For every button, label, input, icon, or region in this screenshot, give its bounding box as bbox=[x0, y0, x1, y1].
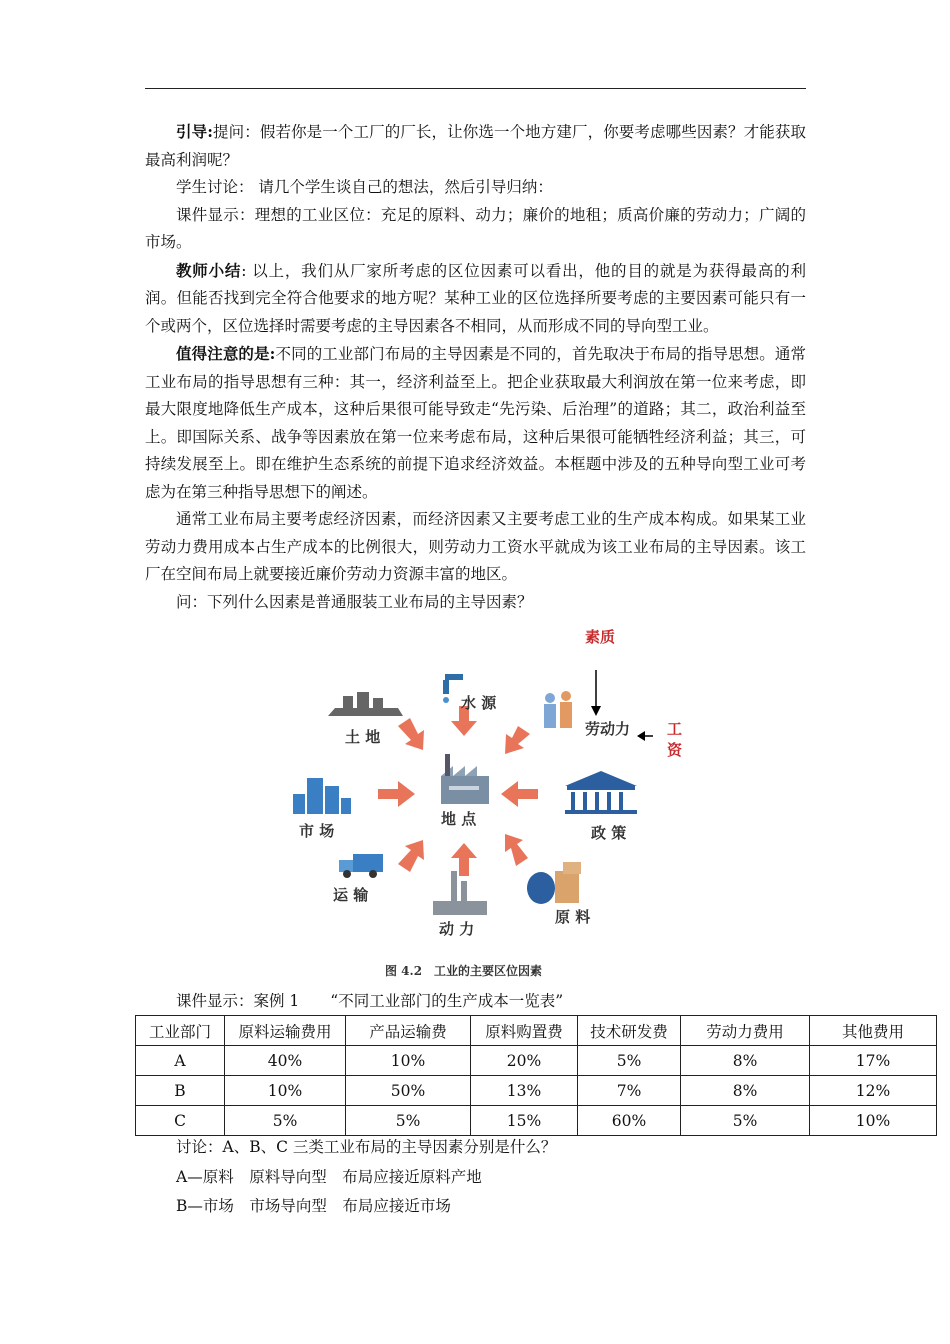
power-plant-icon bbox=[433, 871, 487, 915]
paragraph-courseware: 课件显示：理想的工业区位：充足的原料、动力；廉价的地租；质高价廉的劳动力；广阔的市场。 bbox=[145, 205, 806, 251]
label-wage: 工资 bbox=[667, 720, 683, 759]
table-cell: 10% bbox=[225, 1076, 346, 1106]
table-header-cell: 产品运输费 bbox=[346, 1016, 471, 1046]
table-row bbox=[136, 1046, 937, 1076]
table-cell: 8% bbox=[681, 1076, 810, 1106]
table-header-cell: 劳动力费用 bbox=[681, 1016, 810, 1046]
figure-graphics bbox=[273, 626, 686, 984]
table-cell: 50% bbox=[346, 1076, 471, 1106]
factory-icon bbox=[441, 754, 489, 804]
figure-caption: 图 4.2 工业的主要区位因素 bbox=[385, 964, 543, 978]
label-transport: 运 输 bbox=[333, 886, 369, 904]
table-cell: 17% bbox=[810, 1046, 937, 1076]
label-policy: 政 策 bbox=[591, 824, 627, 842]
label-power: 动 力 bbox=[439, 920, 475, 938]
table-cell: 5% bbox=[225, 1106, 346, 1136]
table-cell: 12% bbox=[810, 1076, 937, 1106]
quality-arrow bbox=[591, 670, 601, 716]
label-material: 原 料 bbox=[555, 908, 591, 926]
location-factors-figure bbox=[273, 626, 686, 984]
label-quality: 素质 bbox=[585, 628, 616, 646]
arrow-bottom-right bbox=[505, 834, 528, 866]
city-icon bbox=[293, 778, 351, 814]
table-cell: 7% bbox=[578, 1076, 681, 1106]
header-rule bbox=[145, 88, 806, 89]
label-center: 地 点 bbox=[441, 810, 477, 828]
table-cell: 10% bbox=[346, 1046, 471, 1076]
case-caption: 课件显示：案例 1 “不同工业部门的生产成本一览表” bbox=[176, 992, 564, 1010]
table-cell: 13% bbox=[471, 1076, 578, 1106]
table-cell: C bbox=[136, 1106, 225, 1136]
arrow-bottom-left bbox=[398, 840, 424, 872]
cost-table-wrap bbox=[135, 1015, 937, 1136]
arrow-top-right bbox=[505, 726, 530, 754]
table-header-cell: 原料购置费 bbox=[471, 1016, 578, 1046]
discussion-section bbox=[145, 1133, 806, 1222]
table-header-row bbox=[136, 1016, 937, 1046]
land-icon bbox=[328, 692, 403, 716]
truck-icon bbox=[339, 854, 383, 878]
paragraph-note: 值得注意的是:不同的工业部门布局的主导因素是不同的，首先取决于布局的指导思想。通常工业布局的指导思想有三种：其一，经济利益至上。把企业获取最大利润放在第一位来考虑，即最大限度地降低生产成本，这种后果很可能导致走“先污染、后治理”的道路；其二，政治利益至上。即国际关系、战争等因素放在第一位来考虑布局，这种后果很可能牺牲经济利益；其三，可持续发展至上。即在维护生态系统的前提下追求经济效益。本框题中涉及的五种导向型工业可考虑为在第三种指导思想下的阐述。 bbox=[145, 344, 806, 501]
cost-table bbox=[135, 1015, 937, 1136]
people-icon bbox=[544, 691, 572, 728]
label-land: 土 地 bbox=[345, 728, 381, 746]
answer-a: A—原料 原料导向型 布局应接近原料产地 bbox=[176, 1167, 482, 1186]
paragraph-economics: 通常工业布局主要考虑经济因素，而经济因素又主要考虑工业的生产成本构成。如果某工业劳动力费用成本占生产成本的比例很大，则劳动力工资水平就成为该工业布局的主导因素。该工厂在空间布局上就要接近廉价劳动力资源丰富的地区。 bbox=[145, 510, 806, 583]
table-header-cell: 技术研发费 bbox=[578, 1016, 681, 1046]
table-cell: 20% bbox=[471, 1046, 578, 1076]
arrow-right bbox=[501, 781, 538, 807]
label-water: 水 源 bbox=[461, 694, 497, 712]
raw-material-icon bbox=[527, 862, 581, 904]
table-row bbox=[136, 1106, 937, 1136]
table-cell: 5% bbox=[578, 1046, 681, 1076]
table-row bbox=[136, 1076, 937, 1106]
table-cell: B bbox=[136, 1076, 225, 1106]
paragraph-question: 问：下列什么因素是普通服装工业布局的主导因素？ bbox=[176, 592, 533, 611]
arrow-top-left bbox=[398, 718, 424, 750]
table-cell: 5% bbox=[681, 1106, 810, 1136]
label-market: 市 场 bbox=[299, 822, 335, 840]
wage-arrow bbox=[637, 731, 653, 741]
table-cell: A bbox=[136, 1046, 225, 1076]
table-cell: 8% bbox=[681, 1046, 810, 1076]
table-cell: 40% bbox=[225, 1046, 346, 1076]
label-labor: 劳动力 bbox=[585, 720, 631, 738]
water-tap-icon bbox=[443, 674, 463, 703]
table-header-cell: 工业部门 bbox=[136, 1016, 225, 1046]
answer-b: B—市场 市场导向型 布局应接近市场 bbox=[176, 1197, 451, 1215]
body-text bbox=[145, 118, 806, 616]
paragraph-discussion: 学生讨论： 请几个学生谈自己的想法，然后引导归纳： bbox=[176, 178, 553, 196]
table-header-cell: 其他费用 bbox=[810, 1016, 937, 1046]
table-cell: 60% bbox=[578, 1106, 681, 1136]
table-cell: 5% bbox=[346, 1106, 471, 1136]
table-cell: 15% bbox=[471, 1106, 578, 1136]
arrow-left bbox=[378, 781, 415, 807]
table-cell: 10% bbox=[810, 1106, 937, 1136]
paragraph-intro: 引导:提问：假若你是一个工厂的厂长，让你选一个地方建厂，你要考虑哪些因素？才能获取最高利润呢？ bbox=[145, 122, 806, 169]
paragraph-summary: 教师小结: 以上，我们从厂家所考虑的区位因素可以看出，他的目的就是为获得最高的利润。但能否找到完全符合他要求的地方呢？某种工业的区位选择所要考虑的主要因素可能只有一个或两个，区位选择时需要考虑的主导因素各不相同，从而形成不同的导向型工业。 bbox=[145, 260, 806, 335]
government-building-icon bbox=[565, 771, 637, 814]
table-header-cell: 原料运输费用 bbox=[225, 1016, 346, 1046]
discussion-question: 讨论：A、B、C 三类工业布局的主导因素分别是什么？ bbox=[176, 1138, 557, 1156]
